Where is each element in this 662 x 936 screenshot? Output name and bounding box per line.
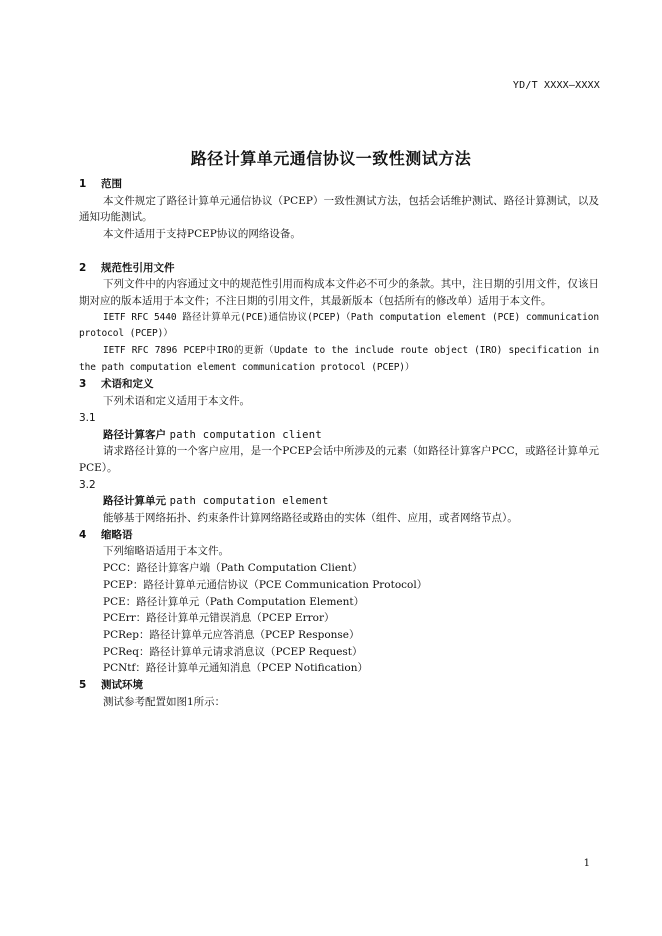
paragraph: 下列缩略语适用于本文件。 [103,545,229,558]
abbreviation-item: PCNtf：路径计算单元通知消息（PCEP Notification） [103,662,368,675]
section-title: 测试环境 [101,679,143,692]
term-english: path computation client [169,428,322,441]
paragraph: 测试参考配置如图1所示： [103,695,226,708]
term-number: 3.2 [79,478,96,491]
term-entry [79,427,599,444]
spacer [79,243,599,260]
section-number: 5 [79,679,87,692]
section-heading-terms [79,376,599,393]
abbreviation-item: PCE：路径计算单元（Path Computation Element） [103,595,365,608]
standard-code: YD/T XXXX—XXXX [512,80,600,91]
term-english: path computation element [169,495,329,508]
term-definition: 能够基于网络拓扑、约束条件计算网络路径或路由的实体（组件、应用，或者网络节点）。 [103,512,518,525]
abbreviation-item: PCEP：路径计算单元通信协议（PCE Communication Protocol） [103,578,428,591]
paragraph: 本文件规定了路径计算单元通信协议（PCEP）一致性测试方法，包括会话维护测试、路径计算测试，以及通知功能测试。 [79,194,599,224]
page-title: 路径计算单元通信协议一致性测试方法 [190,149,472,168]
reference-item: IETF RFC 5440 路径计算单元(PCE)通信协议(PCEP)（Path computation element (PCE) communication protocol (PCEP)） [79,311,599,340]
section-title: 范围 [101,178,122,190]
section-number: 3 [79,378,87,391]
document-body [79,176,599,710]
term-definition: 请求路径计算的一个客户应用，是一个PCEP会话中所涉及的元素（如路径计算客户PCC，或路径计算单元PCE）。 [79,445,599,474]
abbreviation-item: PCC：路径计算客户端（Path Computation Client） [103,562,363,575]
section-number: 2 [79,261,87,274]
section-title: 缩略语 [101,528,133,541]
section-heading-test-environment [79,677,599,694]
section-heading-normative-references [79,260,599,277]
abbreviation-item: PCReq：路径计算单元请求消息议（PCEP Request） [103,645,363,658]
reference-item: IETF RFC 7896 PCEP中IRO的更新（Update to the include route object (IRO) specification in the path computation element communication protocol (PCEP)） [79,345,599,373]
paragraph: 本文件适用于支持PCEP协议的网络设备。 [103,228,301,241]
abbreviation-item: PCErr：路径计算单元错误消息（PCEP Error） [103,612,335,625]
abbreviation-item: PCRep：路径计算单元应答消息（PCEP Response） [103,628,360,641]
term-entry [79,493,599,510]
term-chinese: 路径计算单元 [103,495,166,508]
section-heading-abbreviations [79,527,599,544]
term-chinese: 路径计算客户 [103,428,166,441]
section-title: 术语和定义 [101,378,154,391]
paragraph: 下列文件中的内容通过文中的规范性引用而构成本文件必不可少的条款。其中，注日期的引用文件，仅该日期对应的版本适用于本文件；不注日期的引用文件，其最新版本（包括所有的修改单）适用于本文件。 [79,278,599,307]
term-number: 3.1 [79,411,96,424]
section-number: 4 [79,528,87,541]
paragraph: 下列术语和定义适用于本文件。 [103,395,250,408]
page-number: 1 [583,858,590,869]
section-title: 规范性引用文件 [101,261,175,274]
section-heading-scope [79,176,599,193]
section-number: 1 [79,178,87,190]
